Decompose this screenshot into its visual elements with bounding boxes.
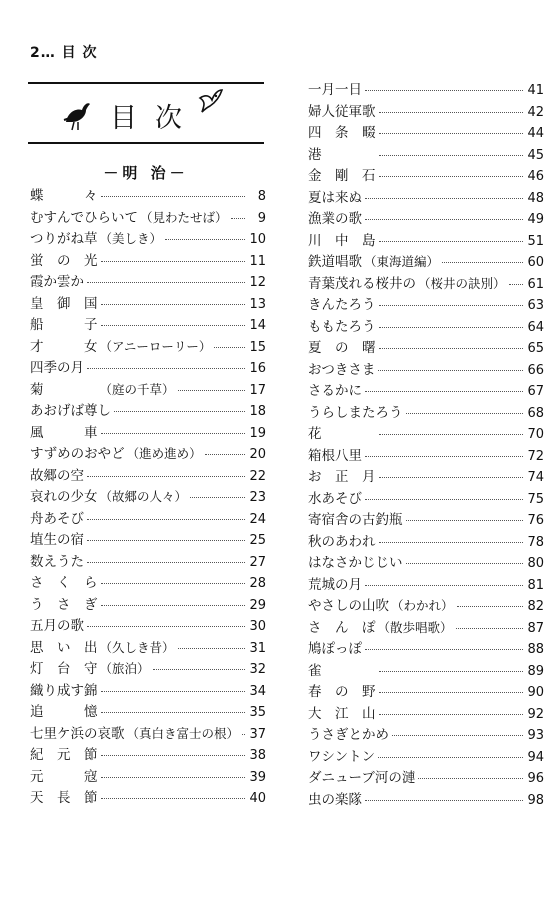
toc-entry <box>308 100 544 122</box>
toc-entry-note: （旅泊） <box>99 661 150 676</box>
toc-entry-title: 追 憶 <box>30 704 98 720</box>
toc-entry <box>308 379 544 401</box>
toc-entry-note: （美しき） <box>99 231 163 246</box>
toc-entry <box>30 356 266 378</box>
toc-entry-page: 10 <box>249 232 266 247</box>
toc-entry-title: 夏は来ぬ <box>308 189 362 206</box>
toc-entry-page: 28 <box>249 576 266 591</box>
toc-entry-title: むすんでひらいて <box>30 209 138 226</box>
toc-entry <box>30 184 266 206</box>
toc-entry <box>308 551 544 573</box>
toc-entry <box>308 229 544 251</box>
toc-entry <box>308 315 544 337</box>
toc-entry-title: 船 子 <box>30 317 98 333</box>
leader-dots <box>378 756 523 758</box>
toc-entry-title: 哀れの少女 <box>30 489 98 505</box>
toc-entry-title: 箱根八里 <box>308 447 362 464</box>
toc-entry-page: 64 <box>527 319 544 335</box>
leader-dots <box>101 260 246 262</box>
toc-entry-page: 78 <box>527 534 544 550</box>
leader-dots <box>379 476 524 478</box>
toc-entry-title: 金 剛 石 <box>308 168 376 184</box>
toc-entry-page: 70 <box>527 427 544 442</box>
section-heading-meiji: －明 治－ <box>103 164 189 182</box>
toc-entry-page: 67 <box>527 384 544 399</box>
toc-entry-page: 42 <box>527 104 544 120</box>
leader-dots <box>87 518 245 520</box>
toc-entry <box>308 164 544 186</box>
toc-entry-page: 60 <box>527 255 544 270</box>
toc-entry-note: （久しき昔） <box>99 639 175 655</box>
toc-entry <box>308 143 544 165</box>
toc-entry <box>30 700 266 722</box>
leader-dots <box>87 281 245 283</box>
leader-dots <box>456 627 523 629</box>
toc-entry-page: 63 <box>527 298 544 313</box>
leader-dots <box>101 324 246 326</box>
toc-entry <box>308 444 544 466</box>
toc-entry-page: 30 <box>249 619 266 634</box>
toc-entry-note: （桜井の訣別） <box>418 275 506 291</box>
leader-dots <box>406 519 524 521</box>
leader-dots <box>379 326 524 328</box>
toc-entry-page: 11 <box>249 253 266 269</box>
toc-entry-page: 19 <box>249 425 266 441</box>
leader-dots <box>214 346 245 348</box>
toc-entry-title: 霞か雲か <box>30 274 84 290</box>
toc-entry <box>308 78 544 100</box>
leader-dots <box>153 668 245 670</box>
toc-entry-page: 76 <box>527 513 544 528</box>
toc-entry-title: 春 の 野 <box>308 684 376 700</box>
toc-entry-title: 元 寇 <box>30 768 98 785</box>
leader-dots <box>87 625 245 627</box>
toc-entry-title: 花 <box>308 426 376 442</box>
toc-entry-title: 故郷の空 <box>30 467 84 484</box>
toc-entry <box>308 723 544 745</box>
toc-entry <box>30 593 266 615</box>
toc-entry-page: 41 <box>527 83 544 98</box>
toc-entry-title: さるかに <box>308 383 362 399</box>
toc-entry-title: 荒城の月 <box>308 576 362 593</box>
leader-dots <box>87 475 245 477</box>
toc-entry-title: 思 い 出 <box>30 639 98 656</box>
toc-entry-title: 七里ケ浜の哀歌 <box>30 725 125 742</box>
leader-dots <box>101 711 246 713</box>
toc-entry-title: お 正 月 <box>308 469 376 485</box>
leader-dots <box>365 584 523 586</box>
toc-entry <box>308 702 544 724</box>
toc-entry-title: 虫の楽隊 <box>308 791 362 808</box>
leader-dots <box>101 432 246 434</box>
leader-dots <box>365 498 523 500</box>
toc-column-right <box>308 78 544 809</box>
toc-entry <box>308 272 544 294</box>
toc-entry-title: つりがね草 <box>30 231 98 247</box>
toc-entry-title: すずめのおやど <box>30 446 125 462</box>
toc-entry-note: （見わたせば） <box>140 209 228 225</box>
leader-dots <box>365 218 523 220</box>
toc-entry <box>30 657 266 679</box>
toc-entry <box>308 358 544 380</box>
toc-entry-page: 72 <box>527 448 544 464</box>
bird-right-icon <box>198 88 224 114</box>
toc-entry <box>308 401 544 423</box>
toc-entry-title: 港 <box>308 146 376 163</box>
toc-entry-title: ダニューブ河の漣 <box>308 770 416 786</box>
toc-entry-page: 17 <box>249 382 266 398</box>
leader-dots <box>379 132 524 134</box>
toc-entry-title: 埴生の宿 <box>30 532 84 548</box>
leader-dots <box>231 217 245 219</box>
toc-entry-title: 蛍 の 光 <box>30 252 98 269</box>
toc-entry <box>30 227 266 249</box>
toc-entry-page: 51 <box>527 233 544 249</box>
toc-entry <box>30 614 266 636</box>
toc-entry-title: 灯 台 守 <box>30 661 98 677</box>
toc-entry-title: 天 長 節 <box>30 790 98 806</box>
toc-entry-title: うさぎとかめ <box>308 727 389 743</box>
leader-dots <box>379 541 524 543</box>
leader-dots <box>101 776 246 778</box>
toc-entry-page: 68 <box>527 405 544 421</box>
toc-entry-title: 紀 元 節 <box>30 747 98 763</box>
toc-entry-page: 49 <box>527 212 544 227</box>
leader-dots <box>392 734 523 736</box>
toc-entry <box>308 616 544 638</box>
toc-entry-title: はなさかじじい <box>308 555 403 571</box>
leader-dots <box>87 561 245 563</box>
toc-entry-title: う さ ぎ <box>30 596 98 613</box>
toc-entry-page: 29 <box>249 597 266 613</box>
toc-entry-page: 74 <box>527 470 544 485</box>
toc-entry-title: 四季の月 <box>30 360 84 376</box>
leader-dots <box>178 389 245 391</box>
toc-entry-page: 96 <box>527 771 544 786</box>
toc-entry <box>30 550 266 572</box>
toc-entry <box>30 765 266 787</box>
leader-dots <box>101 582 246 584</box>
leader-dots <box>242 733 245 735</box>
toc-entry-note: （庭の千草） <box>99 381 175 397</box>
toc-entry-title: さ く ら <box>30 575 98 591</box>
toc-entry <box>308 766 544 788</box>
leader-dots <box>101 797 246 799</box>
toc-entry-note: （真白き富士の根） <box>126 725 240 741</box>
toc-entry <box>308 573 544 595</box>
leader-dots <box>379 713 524 715</box>
toc-entry-page: 81 <box>527 577 544 593</box>
toc-entry-page: 31 <box>249 640 266 656</box>
toc-entry-title: 鉄道唱歌 <box>308 254 362 270</box>
leader-dots <box>365 197 523 199</box>
leader-dots <box>114 410 245 412</box>
toc-entry-title: おつきさま <box>308 361 376 378</box>
leader-dots <box>442 261 523 263</box>
toc-entry-page: 13 <box>249 296 266 312</box>
leader-dots <box>379 433 524 435</box>
toc-entry-note: （東海道編） <box>364 254 440 269</box>
toc-entry-page: 23 <box>249 490 266 505</box>
toc-entry <box>30 399 266 421</box>
toc-entry-page: 25 <box>249 533 266 548</box>
toc-entry-title: うらしまたろう <box>308 404 403 421</box>
toc-entry-page: 40 <box>249 791 266 806</box>
leader-dots <box>418 777 523 779</box>
toc-entry-page: 92 <box>527 706 544 722</box>
toc-entry-title: ももたろう <box>308 318 376 335</box>
toc-entry <box>30 292 266 314</box>
toc-entry <box>30 421 266 443</box>
leader-dots <box>406 412 524 414</box>
toc-entry-page: 14 <box>249 318 266 333</box>
toc-entry-page: 65 <box>527 341 544 356</box>
page-header: 2… 目 次 <box>30 45 98 61</box>
toc-entry-page: 37 <box>249 726 266 742</box>
leader-dots <box>101 195 246 197</box>
toc-entry-page: 32 <box>249 662 266 677</box>
toc-entry-page: 82 <box>527 599 544 614</box>
toc-entry-page: 8 <box>257 189 266 204</box>
toc-entry-title: あおげば尊し <box>30 403 111 419</box>
leader-dots <box>178 647 245 649</box>
toc-entry-page: 38 <box>249 748 266 763</box>
toc-entry-title: 秋のあわれ <box>308 533 376 550</box>
toc-entry-page: 75 <box>527 491 544 507</box>
toc-entry-title: きんたろう <box>308 297 376 313</box>
toc-entry <box>30 743 266 765</box>
toc-entry-page: 87 <box>527 620 544 636</box>
toc-entry-title: 一月一日 <box>308 82 362 98</box>
toc-entry-page: 93 <box>527 728 544 743</box>
toc-entry-page: 27 <box>249 554 266 570</box>
toc-entry <box>308 487 544 509</box>
toc-entry-page: 80 <box>527 556 544 571</box>
toc-entry-page: 98 <box>527 792 544 808</box>
toc-entry <box>308 659 544 681</box>
bird-left-icon <box>62 98 92 132</box>
toc-entry-page: 22 <box>249 468 266 484</box>
toc-entry-note: （わかれ） <box>391 598 454 613</box>
leader-dots <box>365 648 523 650</box>
toc-entry-title: 皇 御 国 <box>30 295 98 312</box>
leader-dots <box>379 347 524 349</box>
toc-entry-title: 菊 <box>30 381 98 398</box>
toc-entry-title: 風 車 <box>30 424 98 441</box>
leader-dots <box>379 111 524 113</box>
leader-dots <box>379 175 524 177</box>
toc-entry <box>308 250 544 272</box>
toc-entry <box>30 722 266 744</box>
leader-dots <box>379 240 524 242</box>
leader-dots <box>379 691 524 693</box>
leader-dots <box>379 304 524 306</box>
toc-entry-page: 20 <box>249 447 266 462</box>
leader-dots <box>365 799 523 801</box>
toc-entry-title: 五月の歌 <box>30 618 84 634</box>
toc-entry-page: 24 <box>249 511 266 527</box>
toc-entry-title: 婦人従軍歌 <box>308 103 376 120</box>
leader-dots <box>365 89 523 91</box>
toc-entry <box>30 335 266 357</box>
toc-entry-page: 35 <box>249 705 266 720</box>
toc-entry-page: 48 <box>527 190 544 206</box>
toc-entry-title: 数えうた <box>30 553 84 570</box>
toc-entry-title: 水あそび <box>308 490 362 507</box>
toc-entry-title: 夏 の 曙 <box>308 340 376 356</box>
toc-entry <box>308 508 544 530</box>
toc-entry <box>308 745 544 767</box>
toc-entry-page: 94 <box>527 749 544 765</box>
toc-entry-title: 才 女 <box>30 338 98 355</box>
toc-entry-page: 39 <box>249 769 266 785</box>
toc-entry <box>30 442 266 464</box>
leader-dots <box>378 369 523 371</box>
toc-entry-page: 88 <box>527 642 544 657</box>
toc-entry <box>30 528 266 550</box>
toc-entry <box>30 249 266 271</box>
toc-entry-page: 66 <box>527 362 544 378</box>
toc-entry <box>308 680 544 702</box>
toc-entry <box>308 594 544 616</box>
toc-entry-page: 89 <box>527 663 544 679</box>
toc-entry <box>308 186 544 208</box>
leader-dots <box>190 496 245 498</box>
toc-entry-title: 漁業の歌 <box>308 211 362 227</box>
toc-entry <box>308 336 544 358</box>
toc-entry-page: 12 <box>249 275 266 290</box>
toc-entry-note: （進め進め） <box>126 446 202 461</box>
toc-entry-note: （アニーローリー） <box>99 338 212 354</box>
toc-column-left <box>30 184 266 808</box>
toc-entry-page: 90 <box>527 685 544 700</box>
page-title: 目次 <box>110 103 200 134</box>
leader-dots <box>365 455 523 457</box>
toc-entry <box>30 270 266 292</box>
leader-dots <box>406 562 524 564</box>
toc-entry-page: 46 <box>527 169 544 184</box>
leader-dots <box>101 754 246 756</box>
toc-entry-title: 青葉茂れる桜井の <box>308 275 416 292</box>
toc-entry-title: さ ん ぽ <box>308 619 376 636</box>
toc-entry <box>308 422 544 444</box>
toc-entry-title: 織り成す錦 <box>30 682 98 699</box>
toc-entry <box>30 464 266 486</box>
leader-dots <box>87 539 245 541</box>
toc-entry-title: 舟あそび <box>30 510 84 527</box>
toc-entry-title: 鳩ぽっぽ <box>308 641 362 657</box>
toc-entry-note: （故郷の人々） <box>99 489 188 504</box>
leader-dots <box>379 670 524 672</box>
toc-entry <box>30 679 266 701</box>
toc-entry <box>308 121 544 143</box>
leader-dots <box>101 690 246 692</box>
toc-entry <box>308 465 544 487</box>
toc-entry-title: 寄宿舎の古釣瓶 <box>308 512 403 528</box>
toc-entry <box>30 507 266 529</box>
leader-dots <box>87 367 245 369</box>
toc-entry-page: 61 <box>527 276 544 292</box>
toc-entry-page: 9 <box>257 210 266 226</box>
toc-entry-page: 18 <box>249 404 266 419</box>
leader-dots <box>101 604 246 606</box>
toc-entry-title: 雀 <box>308 662 376 679</box>
leader-dots <box>509 283 523 285</box>
leader-dots <box>365 390 523 392</box>
toc-entry <box>30 485 266 507</box>
leader-dots <box>379 154 524 156</box>
toc-entry <box>30 636 266 658</box>
toc-entry <box>30 206 266 228</box>
toc-entry-title: 大 江 山 <box>308 705 376 722</box>
toc-entry <box>30 786 266 808</box>
toc-entry <box>30 378 266 400</box>
toc-entry <box>308 637 544 659</box>
toc-entry-title: 川 中 島 <box>308 232 376 249</box>
toc-entry <box>308 788 544 810</box>
toc-entry <box>308 293 544 315</box>
toc-entry-title: 蝶 々 <box>30 188 98 204</box>
toc-entry <box>308 207 544 229</box>
toc-entry <box>308 530 544 552</box>
toc-entry <box>30 571 266 593</box>
toc-entry-page: 15 <box>249 339 266 355</box>
toc-entry-title: 四 条 畷 <box>308 125 376 141</box>
toc-entry-title: やさしの山吹 <box>308 598 389 614</box>
toc-entry <box>30 313 266 335</box>
leader-dots <box>165 238 245 240</box>
toc-entry-page: 34 <box>249 683 266 699</box>
toc-entry-page: 44 <box>527 126 544 141</box>
leader-dots <box>205 453 245 455</box>
toc-entry-note: （散歩唱歌） <box>377 619 453 635</box>
leader-dots <box>101 303 246 305</box>
toc-entry-title: ワシントン <box>308 748 376 765</box>
leader-dots <box>457 605 523 607</box>
toc-entry-page: 16 <box>249 361 266 376</box>
toc-entry-page: 45 <box>527 147 544 163</box>
